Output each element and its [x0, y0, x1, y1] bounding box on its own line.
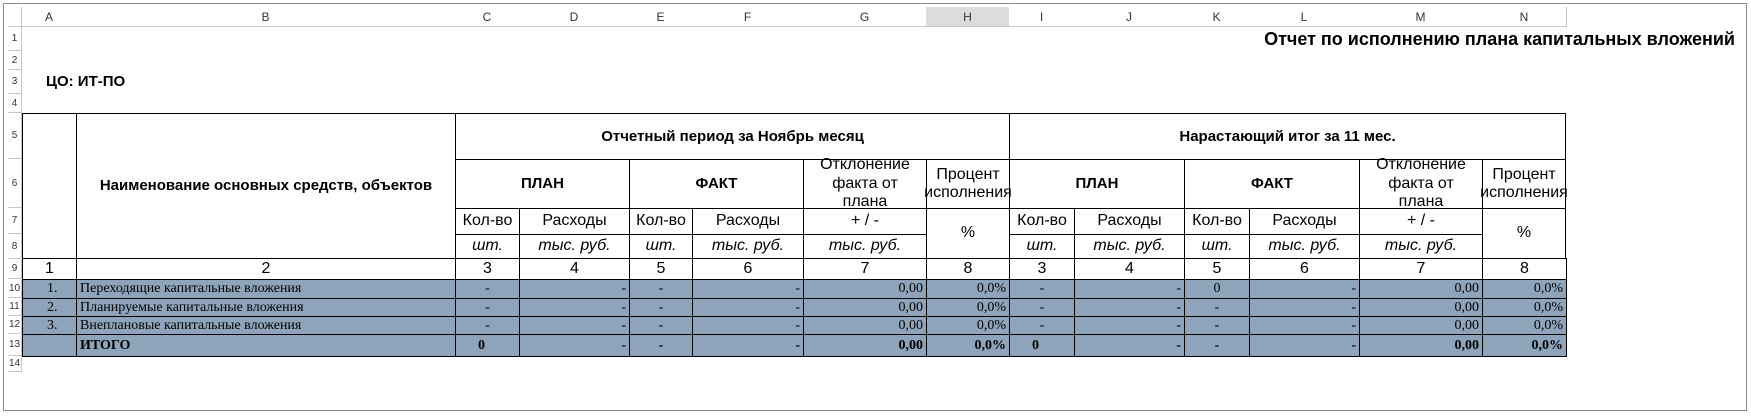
- row-header-6[interactable]: 6: [8, 159, 22, 208]
- header-percent-cum[interactable]: Процент исполнения: [1482, 159, 1566, 209]
- total-row-cell[interactable]: -: [1249, 334, 1360, 357]
- table-cell[interactable]: -: [1074, 279, 1185, 299]
- column-header-i[interactable]: I: [1009, 7, 1075, 27]
- header-plusminus[interactable]: + / -: [803, 208, 927, 235]
- table-cell[interactable]: 2.: [22, 298, 77, 317]
- header-num-cell[interactable]: [22, 113, 77, 259]
- column-header-f[interactable]: F: [692, 7, 804, 27]
- column-number-cell[interactable]: 5: [629, 258, 693, 280]
- column-header-h[interactable]: H: [926, 7, 1010, 27]
- row-name-cell[interactable]: Переходящие капитальные вложения: [76, 279, 456, 299]
- header-fact[interactable]: ФАКТ: [629, 159, 804, 209]
- column-number-cell[interactable]: 5: [1184, 258, 1250, 280]
- table-cell[interactable]: -: [1184, 316, 1250, 335]
- table-cell[interactable]: 0,00: [803, 298, 927, 317]
- table-cell[interactable]: -: [1184, 298, 1250, 317]
- unit-rub-cum[interactable]: тыс. руб.: [1074, 234, 1185, 259]
- unit-pcs-cum[interactable]: шт.: [1009, 234, 1075, 259]
- row-header-8[interactable]: 8: [8, 234, 22, 259]
- total-row-cell[interactable]: -: [692, 334, 804, 357]
- header-name[interactable]: Наименование основных средств, объектов: [76, 113, 456, 259]
- unit-pcs-fact[interactable]: шт.: [629, 234, 693, 259]
- table-cell[interactable]: -: [692, 298, 804, 317]
- column-header-d[interactable]: D: [519, 7, 630, 27]
- row-header-13[interactable]: 13: [8, 334, 22, 356]
- table-cell[interactable]: -: [1249, 298, 1360, 317]
- table-cell[interactable]: -: [629, 298, 693, 317]
- table-cell[interactable]: 0,0%: [926, 316, 1010, 335]
- row-header-4[interactable]: 4: [8, 94, 22, 113]
- header-qty-fact[interactable]: Кол-во: [629, 208, 693, 235]
- report-title: Отчет по исполнению плана капитальных вложений: [1264, 28, 1735, 49]
- column-number-cell[interactable]: 8: [926, 258, 1010, 280]
- header-qty-cum[interactable]: Кол-во: [1009, 208, 1075, 235]
- table-cell[interactable]: 3.: [22, 316, 77, 335]
- column-number-cell[interactable]: 6: [1249, 258, 1360, 280]
- header-deviation[interactable]: Отклонение факта от плана: [803, 159, 927, 209]
- column-header-l[interactable]: L: [1249, 7, 1360, 27]
- header-deviation-cum[interactable]: Отклонение факта от плана: [1359, 159, 1483, 209]
- table-cell[interactable]: -: [1074, 298, 1185, 317]
- table-cell[interactable]: -: [519, 279, 630, 299]
- unit-pcs[interactable]: шт.: [455, 234, 520, 259]
- table-cell[interactable]: 0,00: [803, 316, 927, 335]
- column-number-cell[interactable]: 4: [1074, 258, 1185, 280]
- column-header-g[interactable]: G: [803, 7, 927, 27]
- total-row-cell[interactable]: 0,00: [803, 334, 927, 357]
- table-cell[interactable]: -: [455, 316, 520, 335]
- table-cell[interactable]: -: [1009, 279, 1075, 299]
- header-plan[interactable]: ПЛАН: [455, 159, 630, 209]
- row-name-cell[interactable]: Внеплановые капитальные вложения: [76, 316, 456, 335]
- table-cell[interactable]: 0,00: [1359, 298, 1483, 317]
- row-header-2[interactable]: 2: [8, 51, 22, 70]
- table-cell[interactable]: 1.: [22, 279, 77, 299]
- total-row-cell[interactable]: 0,00: [1359, 334, 1483, 357]
- column-header-k[interactable]: K: [1184, 7, 1250, 27]
- unit-rub-fact-cum[interactable]: тыс. руб.: [1249, 234, 1360, 259]
- header-cumulative-group[interactable]: Нарастающий итог за 11 мес.: [1009, 113, 1566, 160]
- table-cell[interactable]: -: [1249, 316, 1360, 335]
- total-row-cell[interactable]: 0,0%: [1482, 334, 1567, 357]
- column-number-cell[interactable]: 3: [455, 258, 520, 280]
- unit-pcs-fact-cum[interactable]: шт.: [1184, 234, 1250, 259]
- row-name-cell[interactable]: Планируемые капитальные вложения: [76, 298, 456, 317]
- column-number-cell[interactable]: 2: [76, 258, 456, 280]
- total-row-cell[interactable]: -: [519, 334, 630, 357]
- column-number-cell[interactable]: 7: [803, 258, 927, 280]
- total-row-cell[interactable]: [22, 334, 77, 357]
- total-row-cell[interactable]: -: [1074, 334, 1185, 357]
- total-row-cell[interactable]: 0,0%: [926, 334, 1010, 357]
- column-header-j[interactable]: J: [1074, 7, 1185, 27]
- header-qty[interactable]: Кол-во: [455, 208, 520, 235]
- table-cell[interactable]: 0,0%: [926, 298, 1010, 317]
- table-cell[interactable]: -: [1074, 316, 1185, 335]
- row-header-14[interactable]: 14: [8, 356, 22, 372]
- header-costs[interactable]: Расходы: [519, 208, 630, 235]
- total-row-cell[interactable]: 0: [1009, 334, 1075, 357]
- row-header-1[interactable]: 1: [8, 27, 22, 51]
- table-cell[interactable]: -: [519, 316, 630, 335]
- header-costs-cum[interactable]: Расходы: [1074, 208, 1185, 235]
- header-costs-fact-cum[interactable]: Расходы: [1249, 208, 1360, 235]
- row-header-11[interactable]: 11: [8, 298, 22, 316]
- select-all-corner[interactable]: [8, 7, 22, 27]
- column-number-cell[interactable]: 4: [519, 258, 630, 280]
- unit-rub-fact[interactable]: тыс. руб.: [692, 234, 804, 259]
- header-fact-cum[interactable]: ФАКТ: [1184, 159, 1360, 209]
- unit-rub-dev-cum[interactable]: тыс. руб.: [1359, 234, 1483, 259]
- header-costs-fact[interactable]: Расходы: [692, 208, 804, 235]
- header-qty-fact-cum[interactable]: Кол-во: [1184, 208, 1250, 235]
- column-number-cell[interactable]: 6: [692, 258, 804, 280]
- column-number-cell[interactable]: 8: [1482, 258, 1567, 280]
- total-row-cell[interactable]: ИТОГО: [76, 334, 456, 357]
- header-period-group[interactable]: Отчетный период за Ноябрь месяц: [455, 113, 1010, 160]
- table-cell[interactable]: -: [519, 298, 630, 317]
- header-percent[interactable]: Процент исполнения: [926, 159, 1010, 209]
- table-cell[interactable]: -: [692, 279, 804, 299]
- column-number-cell[interactable]: 3: [1009, 258, 1075, 280]
- unit-rub[interactable]: тыс. руб.: [519, 234, 630, 259]
- column-header-a[interactable]: A: [22, 7, 77, 27]
- row-header-9[interactable]: 9: [8, 259, 22, 279]
- table-cell[interactable]: 0,0%: [1482, 279, 1567, 299]
- column-number-cell[interactable]: 1: [22, 258, 77, 280]
- row-header-7[interactable]: 7: [8, 208, 22, 234]
- table-cell[interactable]: 0,00: [1359, 279, 1483, 299]
- column-header-c[interactable]: C: [455, 7, 520, 27]
- column-header-e[interactable]: E: [629, 7, 693, 27]
- table-cell[interactable]: 0,0%: [926, 279, 1010, 299]
- table-cell[interactable]: -: [692, 316, 804, 335]
- table-cell[interactable]: -: [455, 279, 520, 299]
- table-cell[interactable]: 0,00: [803, 279, 927, 299]
- row-header-3[interactable]: 3: [8, 70, 22, 94]
- table-cell[interactable]: 0,0%: [1482, 298, 1567, 317]
- header-plusminus-cum[interactable]: + / -: [1359, 208, 1483, 235]
- header-plan-cum[interactable]: ПЛАН: [1009, 159, 1185, 209]
- row-header-10[interactable]: 10: [8, 279, 22, 298]
- table-cell[interactable]: 0: [1184, 279, 1250, 299]
- table-cell[interactable]: -: [1249, 279, 1360, 299]
- total-row-cell[interactable]: 0: [455, 334, 520, 357]
- table-cell[interactable]: -: [1009, 316, 1075, 335]
- table-cell[interactable]: -: [629, 316, 693, 335]
- column-number-cell[interactable]: 7: [1359, 258, 1483, 280]
- total-row-cell[interactable]: -: [629, 334, 693, 357]
- table-cell[interactable]: -: [455, 298, 520, 317]
- table-cell[interactable]: -: [629, 279, 693, 299]
- row-header-12[interactable]: 12: [8, 316, 22, 334]
- column-header-m[interactable]: M: [1359, 7, 1483, 27]
- total-row-cell[interactable]: -: [1184, 334, 1250, 357]
- column-header-n[interactable]: N: [1482, 7, 1567, 27]
- table-cell[interactable]: 0,00: [1359, 316, 1483, 335]
- table-cell[interactable]: 0,0%: [1482, 316, 1567, 335]
- header-pct-sign-cum[interactable]: %: [1482, 208, 1566, 259]
- header-pct-sign[interactable]: %: [926, 208, 1010, 259]
- cost-center-label: ЦО: ИТ-ПО: [46, 73, 126, 91]
- table-cell[interactable]: -: [1009, 298, 1075, 317]
- unit-rub-dev[interactable]: тыс. руб.: [803, 234, 927, 259]
- column-header-b[interactable]: B: [76, 7, 456, 27]
- row-header-5[interactable]: 5: [8, 113, 22, 159]
